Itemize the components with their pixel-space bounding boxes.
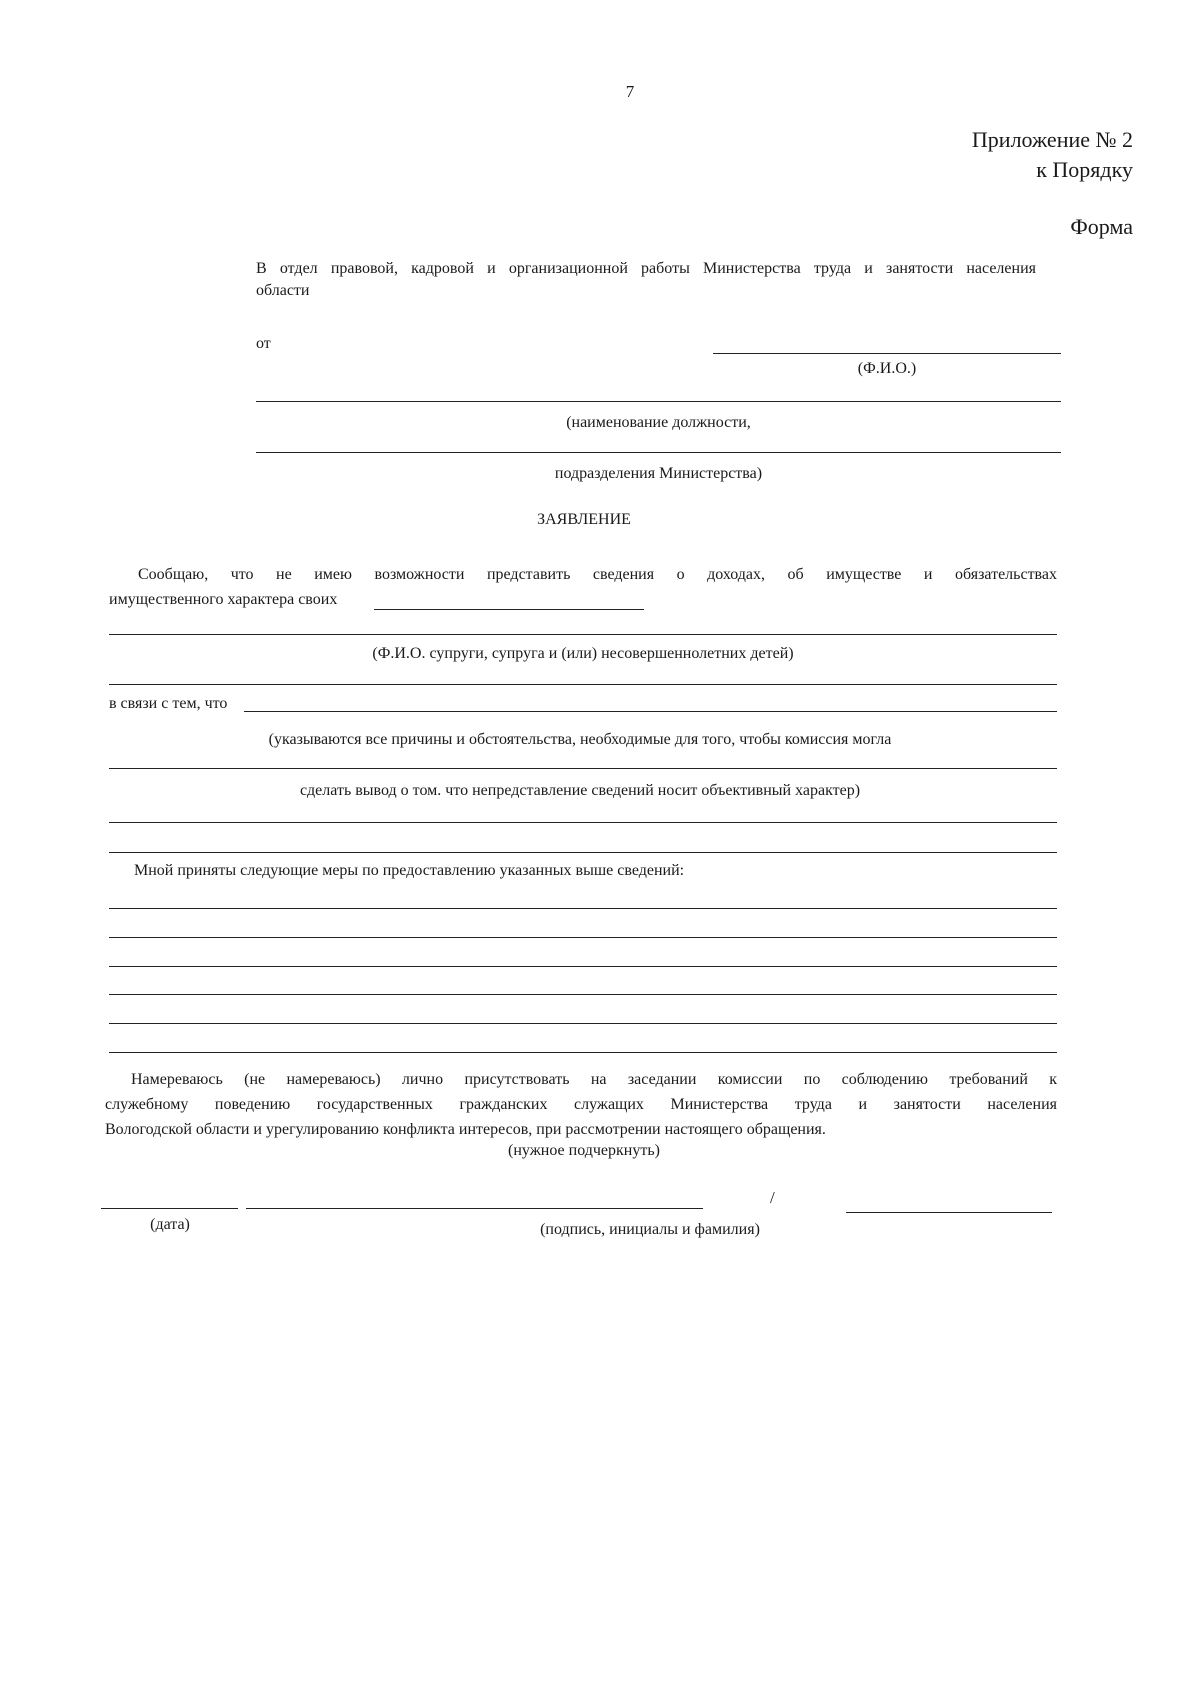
reason-caption-1: (указываются все причины и обстоятельства, необходимые для того, чтобы комиссия могла [268, 731, 892, 748]
measures-line-6 [109, 1052, 1057, 1053]
division-line [256, 452, 1061, 453]
reason-line-2 [109, 822, 1057, 823]
statement-line-2: имущественного характера своих [109, 591, 338, 608]
family-line [109, 634, 1057, 635]
intention-note: (нужное подчеркнуть) [508, 1142, 660, 1159]
intention-line-2: служебному поведению государственных гражданских служащих Министерства труда и занятости населения [105, 1096, 1057, 1113]
reason-inline-line [244, 711, 1057, 712]
page-number: 7 [625, 82, 635, 101]
statement-line-1: Сообщаю, что не имею возможности представить сведения о доходах, об имуществе и обязательствах [138, 566, 1057, 583]
position-caption: (наименование должности, [566, 414, 751, 431]
measures-line-4 [109, 994, 1057, 995]
appendix-number: Приложение № 2 [971, 127, 1133, 152]
appendix-reference: к Порядку [1036, 157, 1133, 182]
family-line-2 [109, 684, 1057, 685]
measures-text: Мной приняты следующие меры по предоставлению указанных выше сведений: [134, 862, 685, 879]
signature-caption: (подпись, инициалы и фамилия) [540, 1221, 760, 1238]
signature-line [246, 1208, 703, 1209]
reason-line-3 [109, 852, 1057, 853]
measures-line-1 [109, 908, 1057, 909]
position-line [256, 401, 1061, 402]
surname-line [846, 1212, 1052, 1213]
date-line [101, 1208, 238, 1209]
from-label: от [256, 335, 271, 352]
reason-label: в связи с тем, что [109, 695, 228, 712]
measures-line-3 [109, 966, 1057, 967]
reason-line-1 [109, 768, 1057, 769]
intention-line-1: Намереваюсь (не намереваюсь) лично присутствовать на заседании комиссии по соблюдению требований к [131, 1071, 1057, 1088]
signature-slash: / [770, 1188, 775, 1207]
document-title: ЗАЯВЛЕНИЕ [537, 511, 631, 528]
addressee-line-2: области [256, 282, 310, 299]
intention-line-3: Вологодской области и урегулированию конфликта интересов, при рассмотрении настоящего обращения. [105, 1121, 826, 1138]
addressee-line-1: В отдел правовой, кадровой и организационной работы Министерства труда и занятости населения [256, 260, 1036, 277]
measures-line-5 [109, 1023, 1057, 1024]
family-inline-line [374, 609, 644, 610]
date-caption: (дата) [150, 1216, 190, 1233]
fio-line [713, 353, 1061, 354]
division-caption: подразделения Министерства) [554, 465, 763, 482]
measures-line-2 [109, 937, 1057, 938]
reason-caption-2: сделать вывод о том. что непредставление сведений носит объективный характер) [299, 782, 861, 799]
family-caption: (Ф.И.О. супруги, супруга и (или) несовершеннолетних детей) [372, 645, 794, 662]
form-label: Форма [1070, 214, 1133, 239]
fio-caption: (Ф.И.О.) [857, 360, 917, 377]
